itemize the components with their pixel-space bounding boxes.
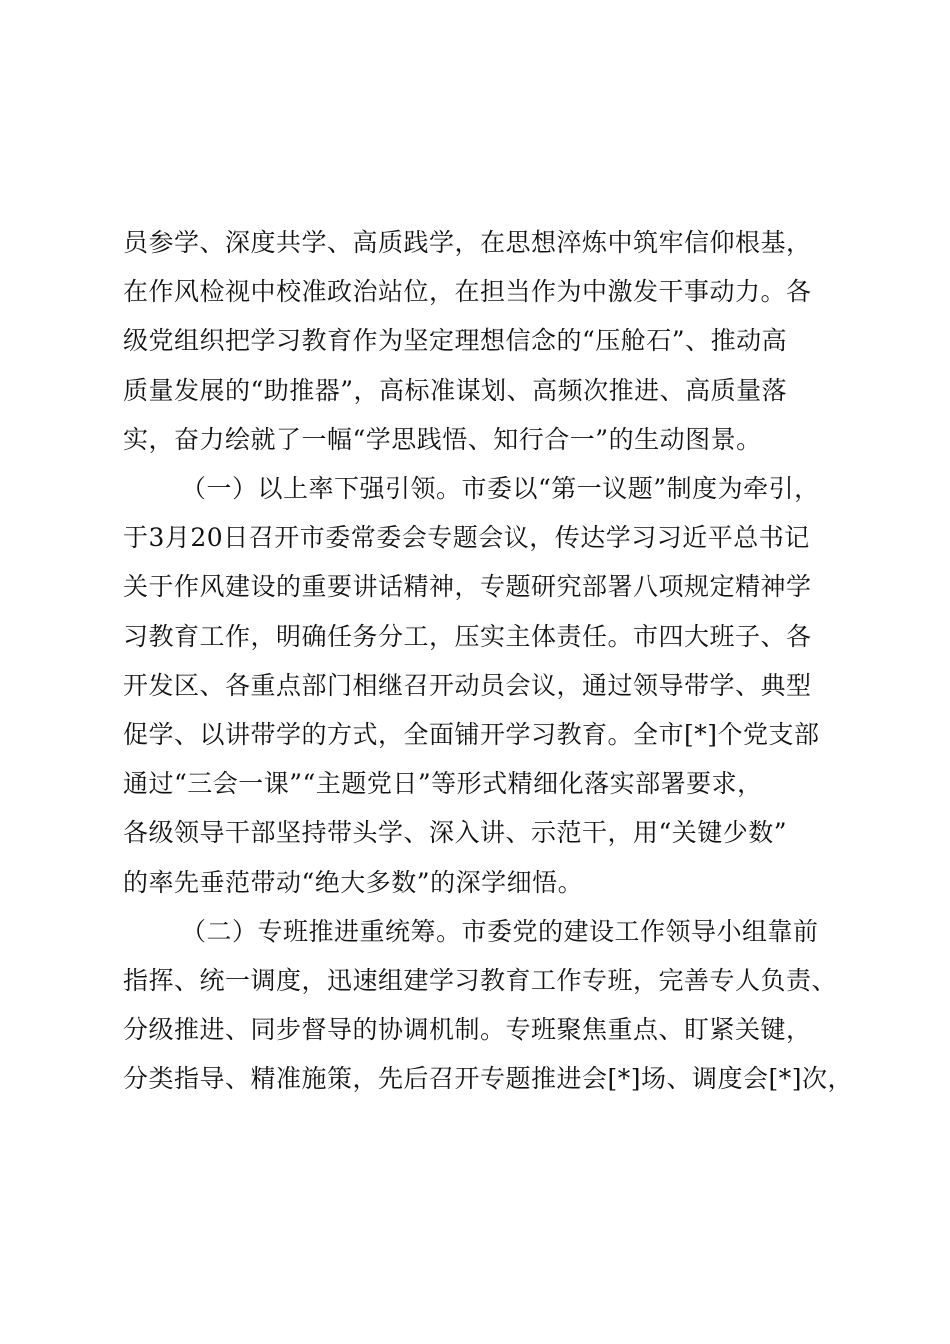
- text-line: 习教育工作，明确任务分工，压实主体责任。市四大班子、各: [123, 621, 812, 651]
- text-line: 在作风检视中校准政治站位，在担当作为中激发干事动力。各: [123, 277, 812, 307]
- paragraph-section-one: [123, 464, 833, 907]
- section-heading-line: （二）专班推进重统筹。市委党的建设工作领导小组靠前: [181, 916, 819, 946]
- document-body: [123, 218, 854, 1104]
- text-line: 促学、以讲带学的方式，全面铺开学习教育。全市[*]个党支部: [123, 720, 820, 750]
- text-line: 质量发展的“助推器”，高标准谋划、高频次推进、高质量落: [123, 375, 788, 405]
- text-line: 的率先垂范带动“绝大多数”的深学细悟。: [123, 867, 584, 897]
- text-line: 于3月20日召开市委常委会专题会议，传达学习习近平总书记: [123, 523, 810, 553]
- text-line: 级党组织把学习教育作为坚定理想信念的“压舱石”、推动高: [123, 326, 788, 356]
- text-line: 通过“三会一课”“主题党日”等形式精细化落实部署要求，: [123, 769, 763, 799]
- text-line: 员参学、深度共学、高质践学，在思想淬炼中筑牢信仰根基，: [123, 228, 812, 257]
- text-line: 分级推进、同步督导的协调机制。专班聚焦重点、盯紧关键，: [123, 1015, 812, 1045]
- text-line: 分类指导、精准施策，先后召开专题推进会[*]场、调度会[*]次，: [123, 1064, 854, 1094]
- text-line: 实，奋力绘就了一幅“学思践悟、知行合一”的生动图景。: [123, 424, 762, 454]
- paragraph-section-two: [123, 907, 854, 1104]
- text-line: 关于作风建设的重要讲话精神，专题研究部署八项规定精神学: [123, 572, 812, 602]
- paragraph-intro-continuation: [123, 218, 833, 464]
- text-line: 开发区、各重点部门相继召开动员会议，通过领导带学、典型: [123, 670, 812, 700]
- text-line: 指挥、统一调度，迅速组建学习教育工作专班，完善专人负责、: [123, 966, 838, 996]
- text-line: 各级领导干部坚持带头学、深入讲、示范干，用“关键少数”: [123, 818, 788, 848]
- section-heading-line: （一）以上率下强引领。市委以“第一议题”制度为牵引，: [181, 474, 820, 504]
